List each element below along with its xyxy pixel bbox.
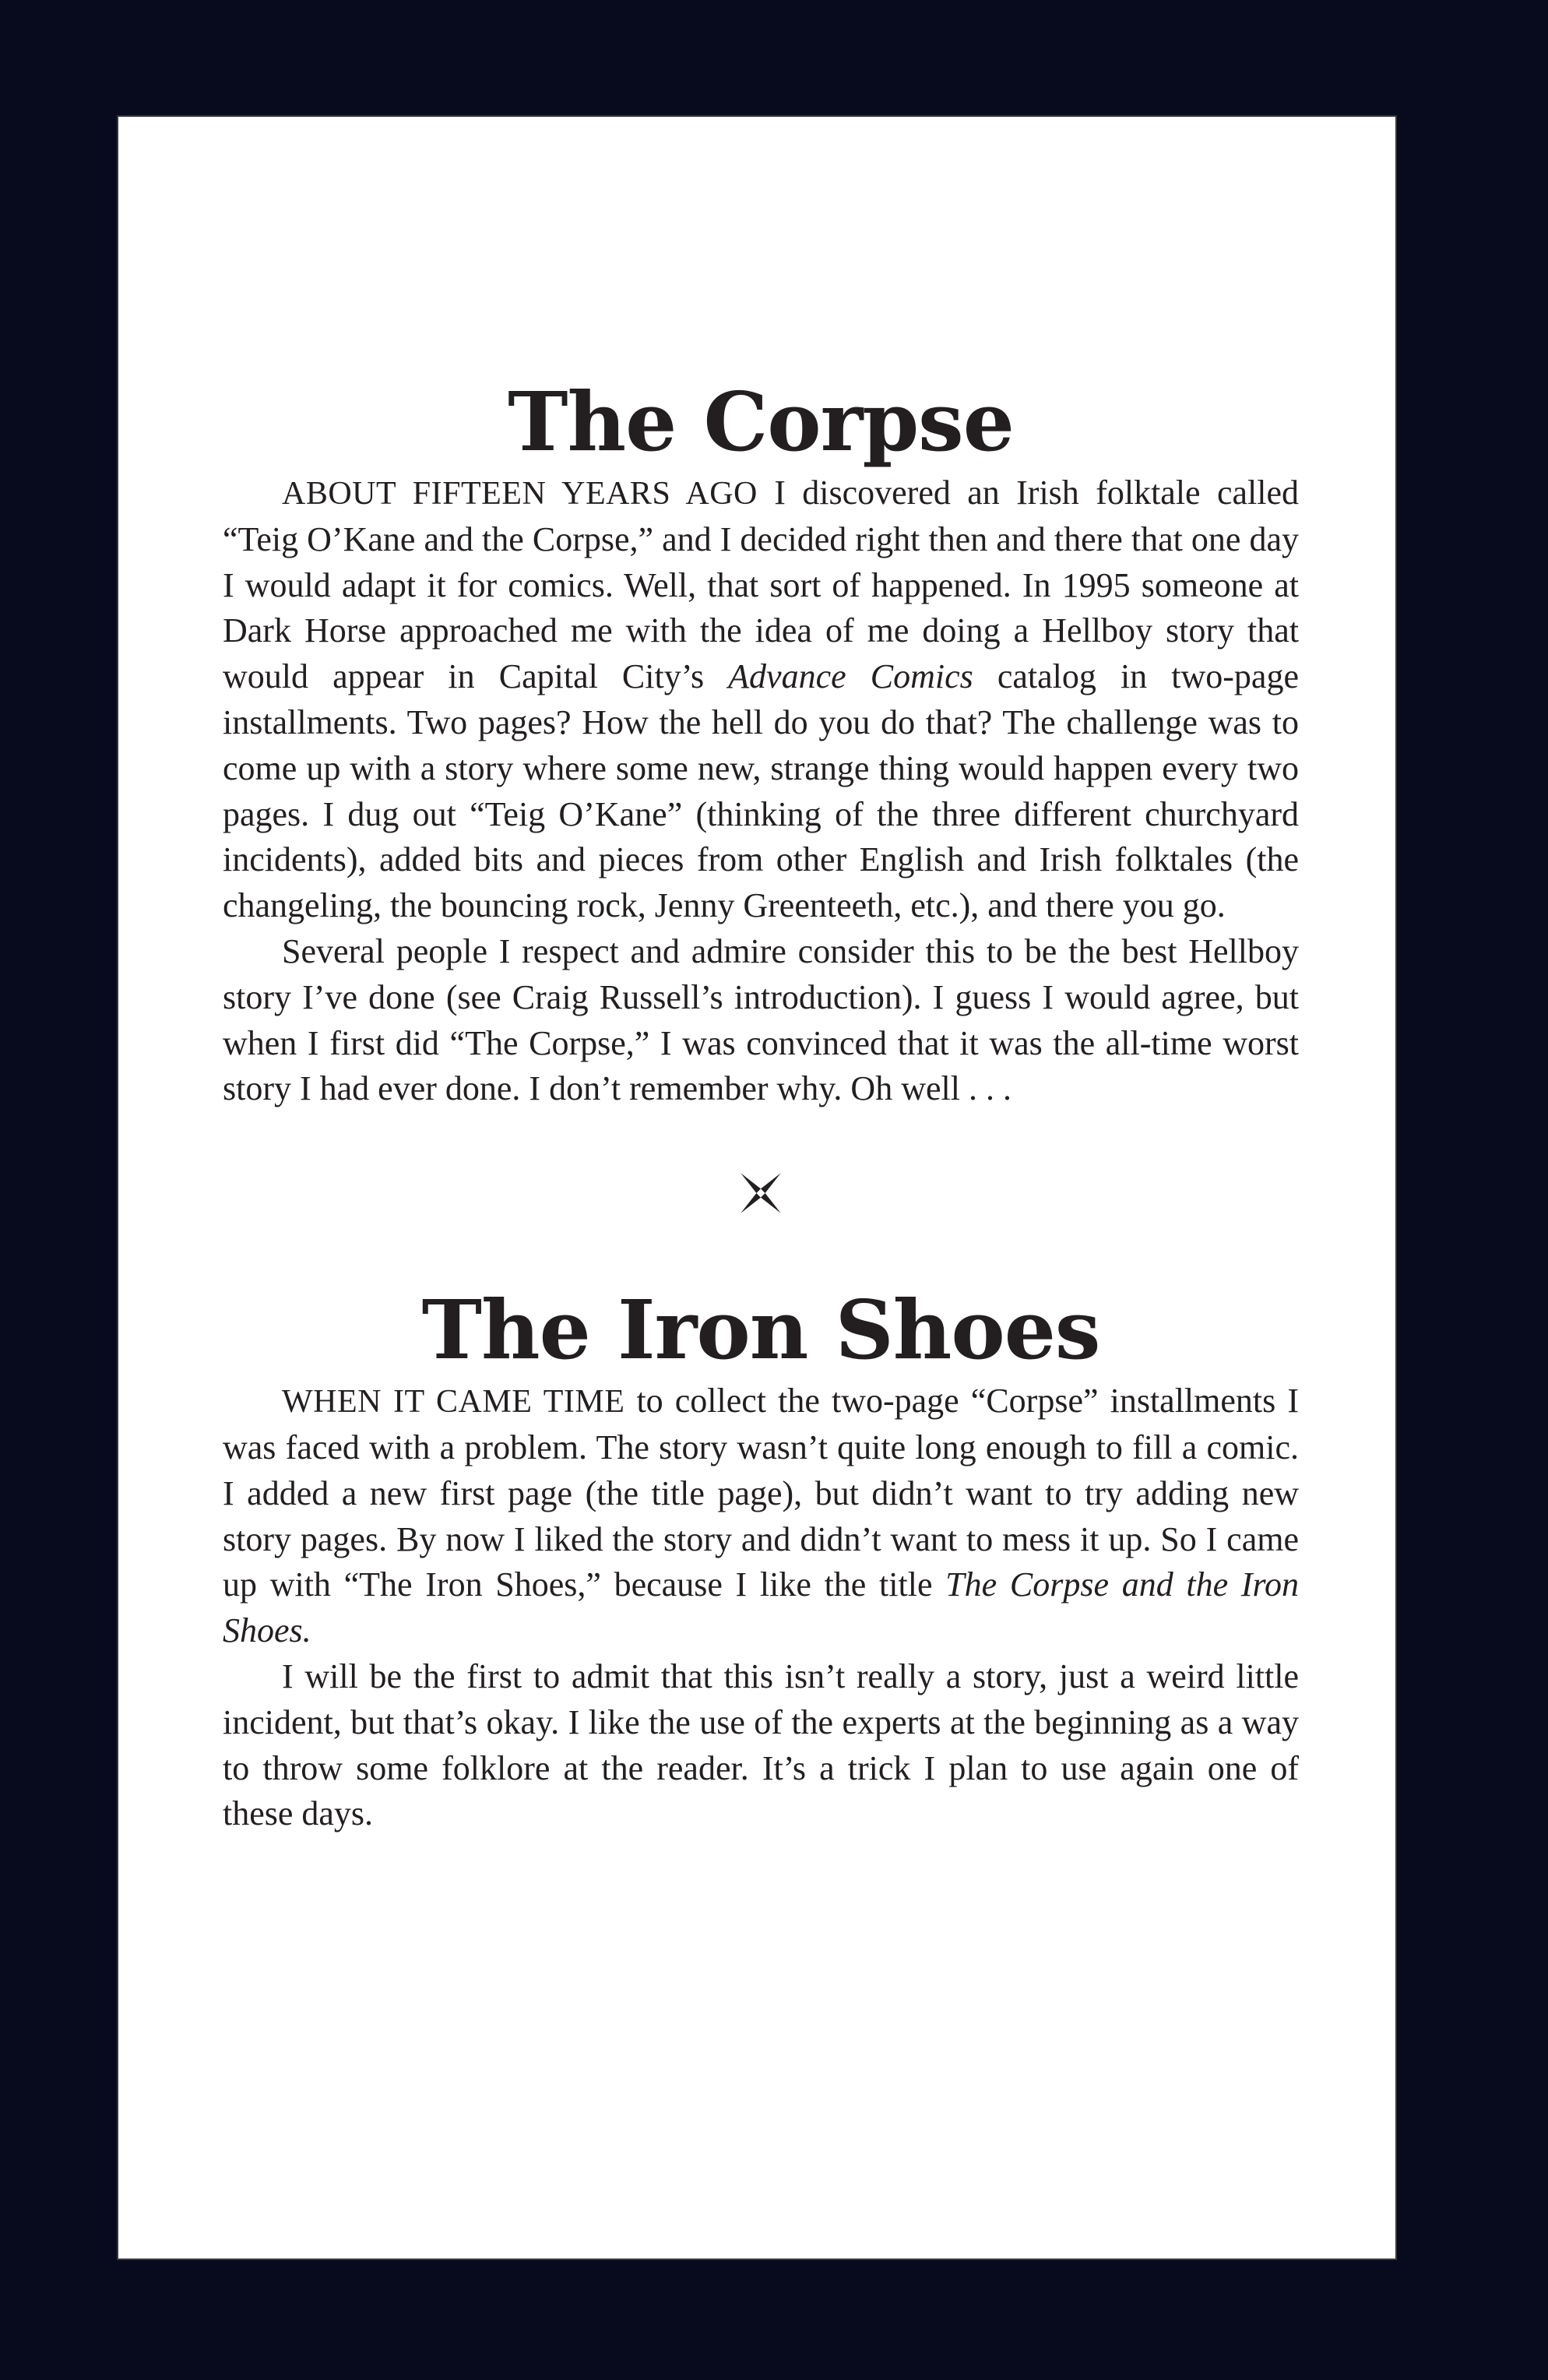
book-page [117, 115, 1397, 2260]
paragraph-text: to collect the two-page “Corpse” installments I was faced with a problem. The story wasn’t quite long enough to fill a comic. I added a new first page (the title page), but didn’t want to try adding new story pages. By now I liked the story and didn’t want to mess it up. So I came up with “The Iron Shoes,” because I like the title [223, 1382, 1299, 1604]
page-content [223, 374, 1299, 1837]
paragraph-text: catalog in two-page installments. Two pages? How the hell do you do that? The challenge was to come up with a story where some new, strange thing would happen every two pages. I dug out “Teig O’Kane” (thinking of the three different churchyard incidents), added bits and pieces from other English and Irish folktales (the changeling, the bouncing rock, Jenny Greenteeth, etc.), and there you go. [223, 657, 1299, 925]
paragraph: Several people I respect and admire consider this to be the best Hellboy story I’ve done (see Craig Russell’s introduction). I guess I would agree, but when I first did “The Corpse,” I was convinced that it was the all-time worst story I had ever done. I don’t remember why. Oh well . . . [223, 931, 1299, 1108]
paragraph-text: I discovered an Irish folktale called “Teig O’Kane and the Corpse,” and I decided right then and there that one day I would adapt it for comics. Well, that sort of happened. In 1995 someone at Dark Horse approached me with the idea of me doing a Hellboy story that would appear in Capital City’s [223, 474, 1299, 696]
paragraph [223, 1378, 1299, 1654]
lead-in-caps: ABOUT FIFTEEN YEARS AGO [282, 476, 758, 512]
section-the-corpse [223, 374, 1299, 1112]
paragraph [223, 470, 1299, 929]
lead-in-caps: WHEN IT CAME TIME [282, 1384, 625, 1421]
cross-pattee-icon [739, 1171, 783, 1215]
section-title: The Iron Shoes [421, 1282, 1100, 1378]
italic-title: Advance Comics [728, 657, 973, 696]
section-title: The Corpse [508, 374, 1014, 470]
paragraph: I will be the first to admit that this isn’t really a story, just a weird little incident, but that’s okay. I like the use of the experts at the beginning as a way to throw some folklore at the reader. It’s a trick I plan to use again one of these days. [223, 1656, 1299, 1833]
section-the-iron-shoes [223, 1282, 1299, 1837]
italic-title: The Corpse and the Iron Shoes. [223, 1565, 1299, 1650]
